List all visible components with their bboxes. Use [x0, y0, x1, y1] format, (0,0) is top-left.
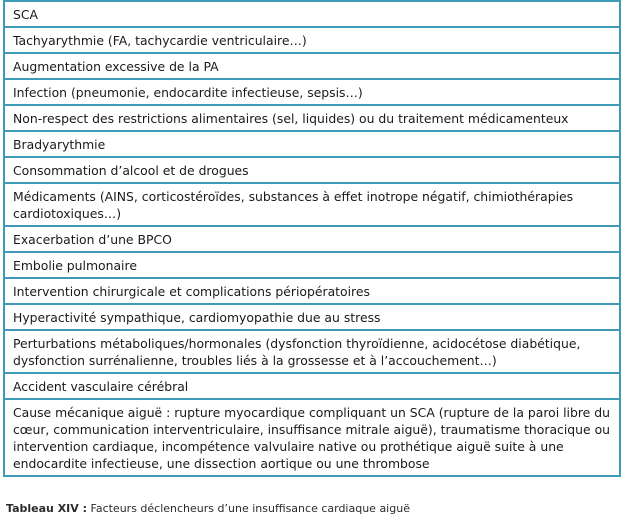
table-row: Infection (pneumonie, endocardite infectieuse, sepsis…) [5, 78, 619, 104]
triggers-table [3, 0, 621, 477]
table-row: Intervention chirurgicale et complications périopératoires [5, 277, 619, 303]
table-row: Bradyarythmie [5, 130, 619, 156]
table-caption [6, 502, 410, 516]
table-row: SCA [5, 0, 619, 26]
table-row: Tachyarythmie (FA, tachycardie ventriculaire…) [5, 26, 619, 52]
table-row: Cause mécanique aiguë : rupture myocardique compliquant un SCA (rupture de la paroi libre du cœur, communication interventriculaire, insuffisance mitrale aiguë), traumatisme thoracique ou intervention cardiaque, incompétence valvulaire native ou prothétique aiguë suite à une endocardite infectieuse, une dissection aortique ou une thrombose [5, 398, 619, 475]
table-row: Exacerbation d’une BPCO [5, 225, 619, 251]
table-row: Médicaments (AINS, corticostéroïdes, substances à effet inotrope négatif, chimiothérapies cardiotoxiques…) [5, 182, 619, 225]
caption-label: Tableau XIV : [6, 502, 88, 515]
table-row: Hyperactivité sympathique, cardiomyopathie due au stress [5, 303, 619, 329]
table-row: Consommation d’alcool et de drogues [5, 156, 619, 182]
table-row: Augmentation excessive de la PA [5, 52, 619, 78]
table-row: Non-respect des restrictions alimentaires (sel, liquides) ou du traitement médicamenteux [5, 104, 619, 130]
table-row: Embolie pulmonaire [5, 251, 619, 277]
caption-text: Facteurs déclencheurs d’une insuffisance cardiaque aiguë [87, 502, 410, 515]
table-row: Accident vasculaire cérébral [5, 372, 619, 398]
table-row: Perturbations métaboliques/hormonales (dysfonction thyroïdienne, acidocétose diabétique, dysfonction surrénalienne, troubles liés à la grossesse et à l’accouchement…) [5, 329, 619, 372]
